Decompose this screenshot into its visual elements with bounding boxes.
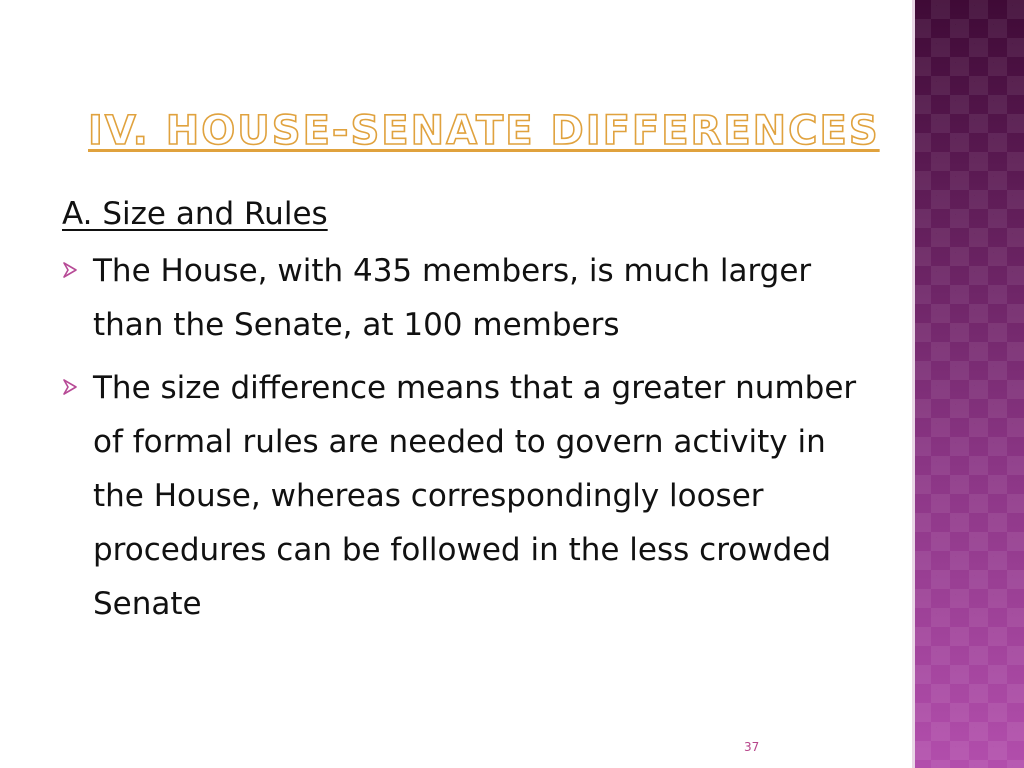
arrow-bullet-icon	[62, 379, 78, 395]
slide-number: 37	[744, 740, 760, 754]
bullet-item	[62, 361, 882, 631]
slide-title: IV. HOUSE-SENATE DIFFERENCES	[88, 108, 880, 154]
arrow-bullet-icon	[62, 262, 78, 278]
decorative-side-band	[912, 0, 1024, 768]
section-heading: A. Size and Rules	[62, 196, 328, 232]
side-band-edge	[912, 0, 915, 768]
bullet-text: The size difference means that a greater number of formal rules are needed to govern activity in the House, whereas correspondingly looser procedures can be followed in the less crowded Senate	[93, 370, 857, 622]
bullet-text: The House, with 435 members, is much larger than the Senate, at 100 members	[93, 253, 812, 343]
slide-content	[62, 194, 882, 640]
bullet-item	[62, 244, 882, 352]
bullet-list	[62, 244, 882, 631]
